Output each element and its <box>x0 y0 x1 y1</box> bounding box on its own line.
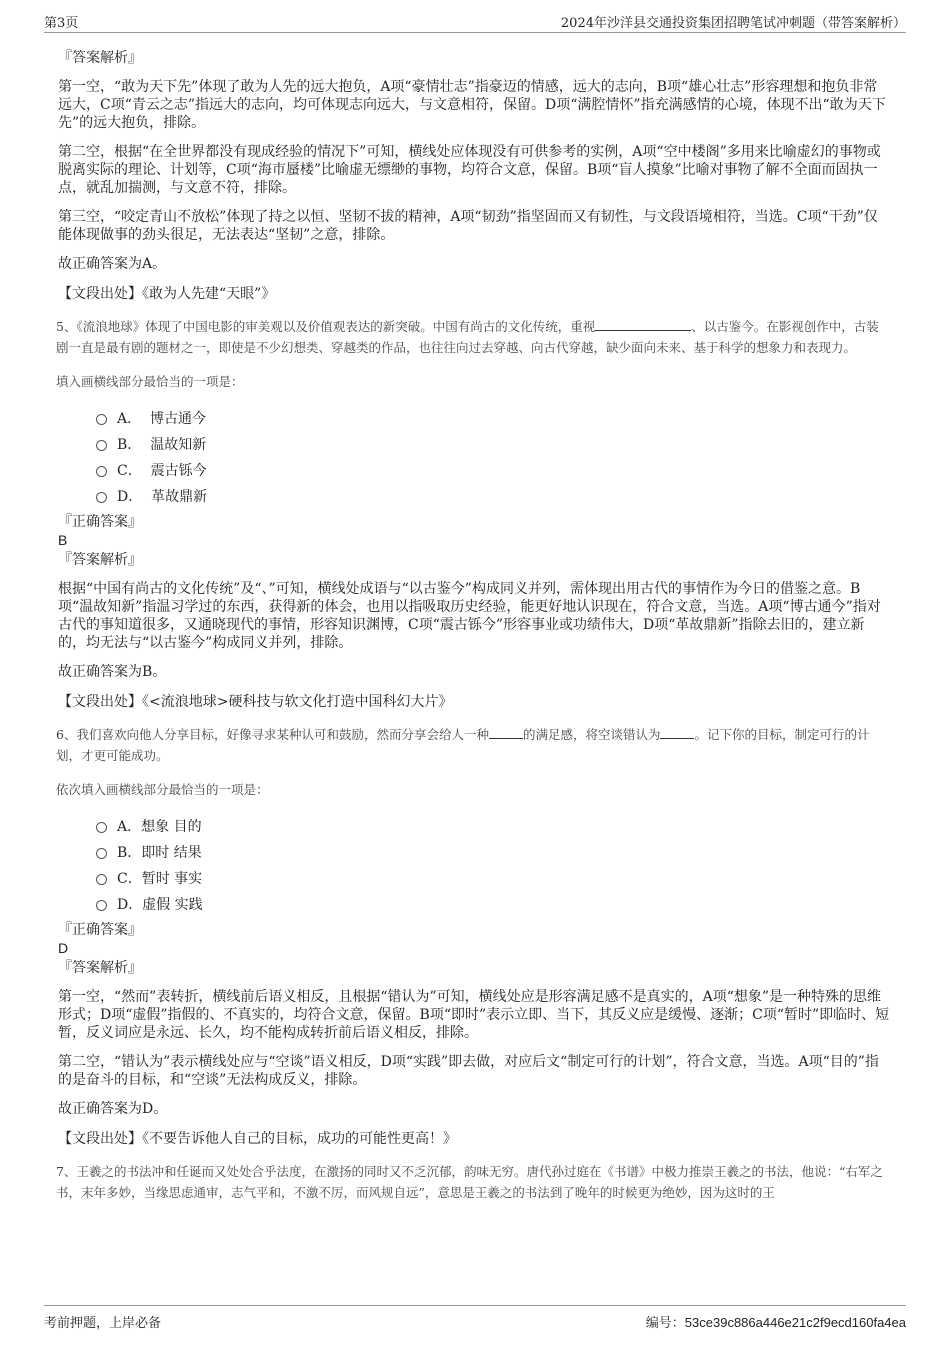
q4-analysis-para: 第一空，“敢为天下先”体现了敢为人先的远大抱负，A项“豪情壮志”指豪迈的情感，远大的志向，B项“雄心壮志”形容理想和抱负非常远大，C项“青云之志”指远大的志向，均可体现志向远大，与文意相符，保留。D项“满腔情怀”指充满感情的心境，体现不出“敢为天下先”的远大抱负，排除。 <box>58 79 886 131</box>
q4-analysis-tag: 『答案解析』 <box>58 50 142 66</box>
q5-stem-before: 5、《流浪地球》体现了中国电影的审美观以及价值观表达的新突破。中国有尚古的文化传统，重视 <box>56 319 596 334</box>
document-body <box>56 44 890 1207</box>
q5-options <box>96 406 890 510</box>
option-letter: A． <box>117 819 142 835</box>
q5-option-c[interactable] <box>96 458 890 484</box>
q5-option-a[interactable] <box>96 406 890 432</box>
option-letter: C． <box>117 463 142 479</box>
q5-answer-statement: 故正确答案为B。 <box>58 664 167 680</box>
q6-blank-2 <box>660 726 694 739</box>
code-label: 编号： <box>645 1316 685 1331</box>
q4-source: 【文段出处】《敢为人先建“天眼”》 <box>58 286 276 302</box>
option-text: 暂时 事实 <box>141 871 203 887</box>
radio-icon[interactable] <box>96 492 107 503</box>
q4-analysis-para: 第三空，“咬定青山不放松”体现了持之以恒、坚韧不拔的精神，A项“韧劲”指坚固而又有韧性，与文段语境相符，当选。C项“干劲”仅能体现做事的劲头很足，无法表达“坚韧”之意，排除。 <box>58 209 878 243</box>
q6-option-b[interactable] <box>96 840 890 866</box>
q6-options <box>96 814 890 918</box>
radio-icon[interactable] <box>96 414 107 425</box>
option-text: 革故鼎新 <box>151 489 208 505</box>
option-letter: B． <box>117 437 142 453</box>
q6-stem-part1: 6、我们喜欢向他人分享目标，好像寻求某种认可和鼓励，然而分享会给人一种 <box>56 727 489 742</box>
footer-slogan: 考前押题，上岸必备 <box>44 1316 162 1331</box>
q6-analysis-tag: 『答案解析』 <box>58 960 142 976</box>
q6-analysis-para: 第二空，“错认为”表示横线处应与“空谈”语义相反，D项“实践”即去做，对应后文“制定可行的计划”，符合文意，当选。A项“目的”指的是奋斗的目标，和“空谈”无法构成反义，排除。 <box>58 1054 879 1088</box>
radio-icon[interactable] <box>96 440 107 451</box>
radio-icon[interactable] <box>96 900 107 911</box>
q4-analysis-para: 第二空，根据“在全世界都没有现成经验的情况下”可知，横线处应体现没有可供参考的实例，A项“空中楼阁”多用来比喻虚幻的事物或脱离实际的理论、计划等，C项“海市蜃楼”比喻虚无缥缈的事物，均符合文意，保留。B项“盲人摸象”比喻对事物了解不全面而固执一点，就乱加揣测，与文意不符，排除。 <box>58 144 881 196</box>
q6-correct-tag: 『正确答案』 <box>58 922 142 938</box>
radio-icon[interactable] <box>96 848 107 859</box>
q5-correct-tag: 『正确答案』 <box>58 514 142 530</box>
option-text: 温故知新 <box>150 437 207 453</box>
q7-stem: 7、王羲之的书法冲和任诞而又处处合乎法度，在激扬的同时又不乏沉郁，韵味无穷。唐代孙过庭在《书谱》中极力推崇王羲之的书法，他说：“右军之书，末年多妙，当缘思虑通审，志气平和，不激不厉，而风规自远”，意思是王羲之的书法到了晚年的时候更为绝妙，因为这时的王 <box>56 1164 883 1200</box>
option-text: 震古铄今 <box>150 463 207 479</box>
q6-instruction: 依次填入画横线部分最恰当的一项是： <box>56 782 269 797</box>
page-number: 第3页 <box>44 16 79 31</box>
option-letter: C． <box>117 871 142 887</box>
q5-blank <box>595 318 691 331</box>
q5-analysis-para: 根据“中国有尚古的文化传统”及“、”可知，横线处成语与“以古鉴今”构成同义并列，需体现出用古代的事情作为今日的借鉴之意。B项“温故知新”指温习学过的东西，获得新的体会，也用以指吸取历史经验，能更好地认识现在，符合文意，当选。A项“博古通今”指对古代的事知道很多，又通晓现代的事情，形容知识渊博，C项“震古铄今”形容事业或功绩伟大，D项“革故鼎新”指除去旧的，建立新的，均无法与“以古鉴今”构成同义并列，排除。 <box>58 581 881 651</box>
q6-option-a[interactable] <box>96 814 890 840</box>
document-title: 2024年沙洋县交通投资集团招聘笔试冲刺题（带答案解析） <box>560 16 906 31</box>
q4-answer-statement: 故正确答案为A。 <box>58 256 167 272</box>
q6-stem <box>56 724 890 766</box>
option-letter: B． <box>117 845 142 861</box>
q5-stem <box>56 316 890 358</box>
q6-analysis-para: 第一空，“然而”表转折，横线前后语义相反，且根据“错认为”可知，横线处应是形容满足感不是真实的，A项“想象”是一种特殊的思维形式；D项“虚假”指假的、不真实的，均符合文意，保留。B项“即时”表示立即、当下，其反义应是缓慢、逐渐；C项“暂时”即临时、短暂，反义词应是永远、长久，均不能构成转折前后语义相反，排除。 <box>58 989 890 1041</box>
option-letter: D． <box>117 897 143 913</box>
radio-icon[interactable] <box>96 874 107 885</box>
q5-answer: B <box>58 532 68 548</box>
document-code <box>646 1312 906 1331</box>
code-value: 53ce39c886a446e21c2f9ecd160fa4ea <box>684 1315 906 1330</box>
header-divider <box>44 32 906 33</box>
q6-source: 【文段出处】《不要告诉他人自己的目标，成功的可能性更高！》 <box>58 1131 457 1147</box>
q6-option-d[interactable] <box>96 892 890 918</box>
q6-option-c[interactable] <box>96 866 890 892</box>
option-letter: A． <box>117 411 142 427</box>
option-text: 即时 结果 <box>141 845 202 861</box>
q6-stem-part3: 。记下你的目标，制定可行的计划，才更可能成功。 <box>56 727 870 763</box>
q5-stem-after: 、以古鉴今。在影视创作中，古装剧一直是最有剧的题材之一，即使是不少幻想类、穿越类的作品，也往往向过去穿越、向古代穿越，缺少面向未来、基于科学的想象力和表现力。 <box>56 319 879 355</box>
footer-divider <box>44 1305 906 1306</box>
option-letter: D． <box>117 489 143 505</box>
option-text: 博古通今 <box>150 411 207 427</box>
q5-analysis-tag: 『答案解析』 <box>58 552 142 568</box>
page-header <box>0 0 950 36</box>
q6-answer-statement: 故正确答案为D。 <box>58 1101 168 1117</box>
q5-instruction: 填入画横线部分最恰当的一项是： <box>56 374 244 389</box>
q5-option-b[interactable] <box>96 432 890 458</box>
option-text: 想象 目的 <box>141 819 202 835</box>
q5-option-d[interactable] <box>96 484 890 510</box>
q6-blank-1 <box>489 726 523 739</box>
radio-icon[interactable] <box>96 822 107 833</box>
radio-icon[interactable] <box>96 466 107 477</box>
q6-answer: D <box>58 940 69 956</box>
option-text: 虚假 实践 <box>142 897 203 913</box>
q5-source: 【文段出处】《<流浪地球>硬科技与软文化打造中国科幻大片》 <box>58 694 453 710</box>
q6-stem-part2: 的满足感，将空谈错认为 <box>522 727 661 742</box>
